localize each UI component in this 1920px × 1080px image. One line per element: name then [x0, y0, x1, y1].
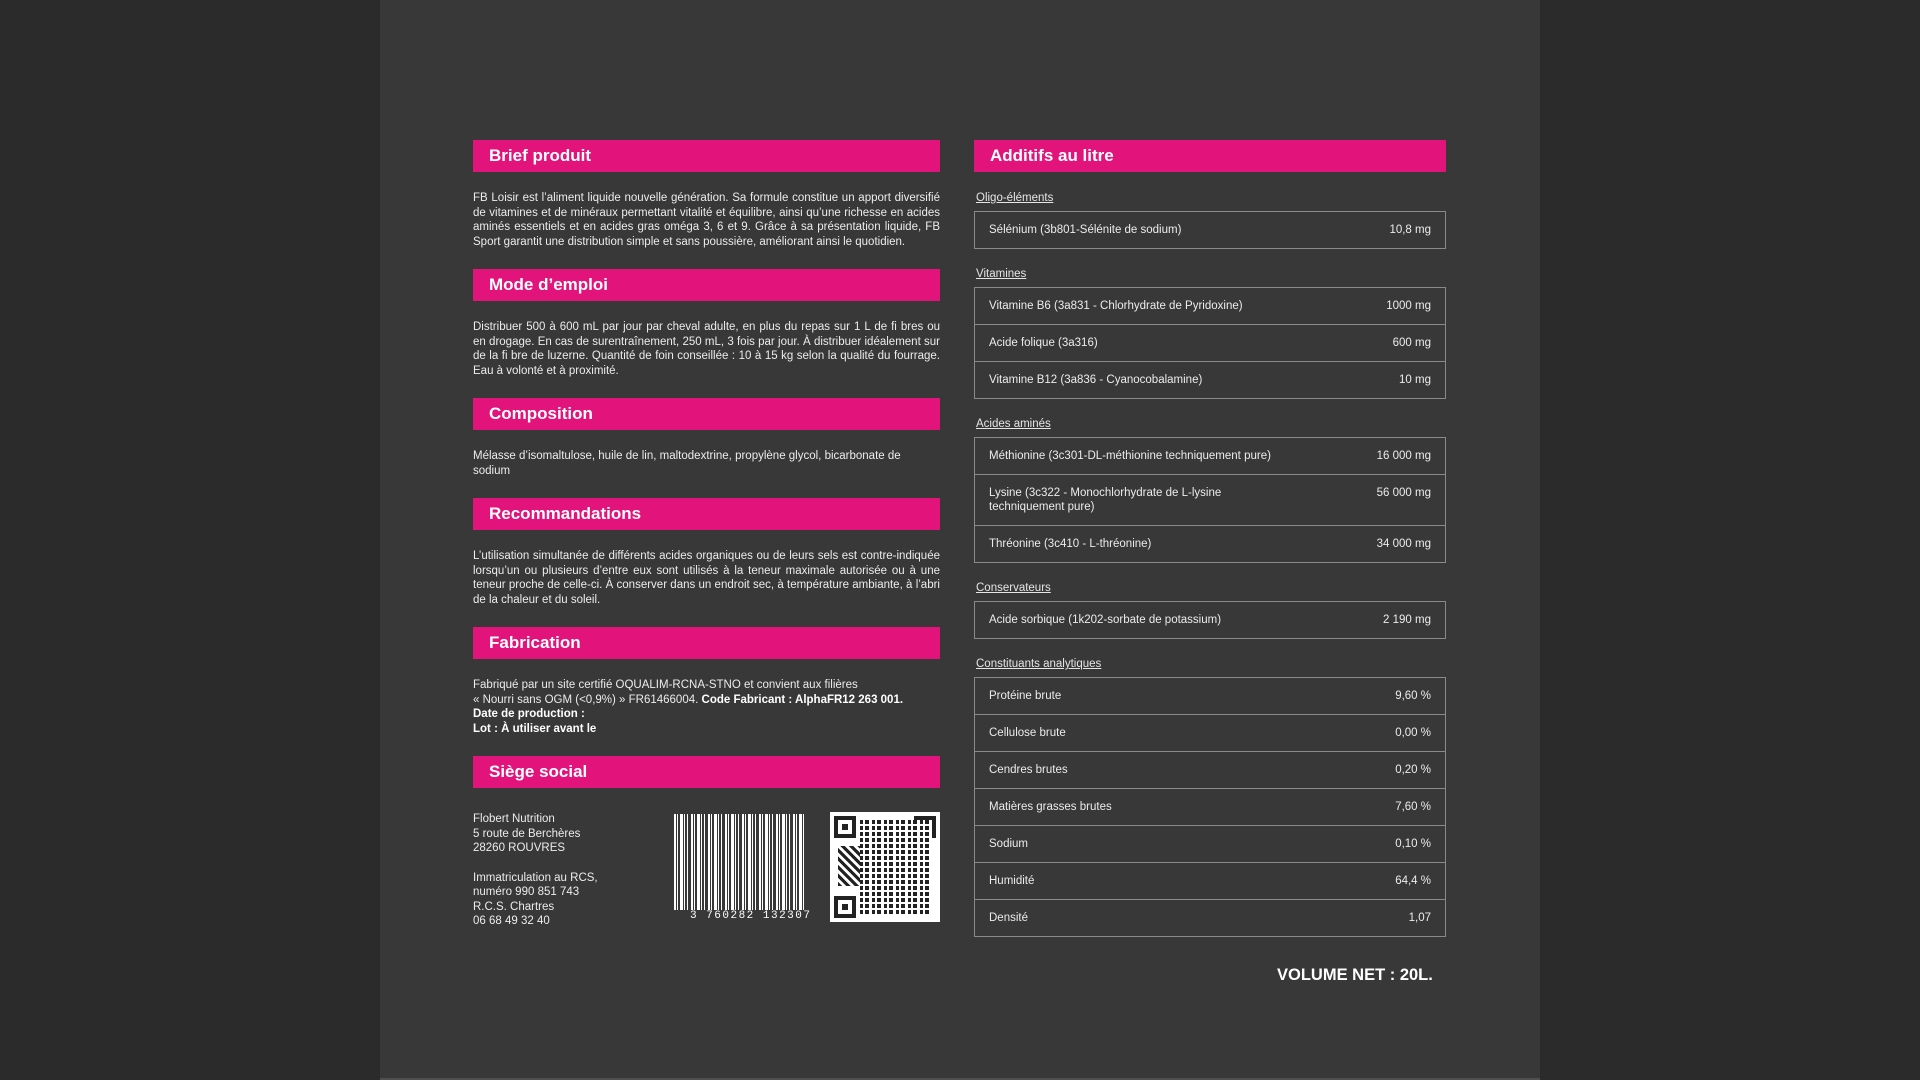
- additive-name: Sélénium (3b801-Sélénite de sodium): [989, 224, 1182, 236]
- additive-value: 16 000 mg: [1376, 450, 1431, 462]
- fabrication-date: Date de production :: [473, 708, 585, 720]
- siege-section: [473, 756, 940, 929]
- table-row: [975, 678, 1445, 714]
- additive-category: Vitamines: [976, 268, 1027, 280]
- recommandations-header: Recommandations: [473, 498, 940, 530]
- volume-net: VOLUME NET : 20L.: [1277, 966, 1433, 984]
- right-column: [974, 140, 1446, 956]
- composition-text: Mélasse d’isomaltulose, huile de lin, maltodextrine, propylène glycol, bicarbonate de sodium: [473, 450, 901, 477]
- table-row: [975, 899, 1445, 936]
- additive-table: [974, 437, 1446, 563]
- qr-code: [830, 812, 940, 922]
- siege-content: [473, 812, 940, 929]
- siege-header: Siège social: [473, 756, 940, 788]
- additive-value: 1,07: [1408, 912, 1431, 924]
- recommandations-section: [473, 498, 940, 607]
- additive-category: Conservateurs: [976, 582, 1051, 594]
- additive-value: 7,60 %: [1395, 801, 1431, 813]
- additive-value: 0,20 %: [1395, 764, 1431, 776]
- company-name: Flobert Nutrition: [473, 813, 555, 825]
- additive-value: 64,4 %: [1395, 875, 1431, 887]
- additive-value: 2 190 mg: [1383, 614, 1431, 626]
- siege-address: [473, 812, 643, 929]
- rcs-line1: Immatriculation au RCS,: [473, 871, 598, 884]
- brief-header: Brief produit: [473, 140, 940, 172]
- additive-value: 0,00 %: [1395, 727, 1431, 739]
- additive-category: Acides aminés: [976, 418, 1051, 430]
- additive-table: [974, 211, 1446, 249]
- additive-name: Lysine (3c322 - Monochlorhydrate de L-lysine techniquement pure): [989, 487, 1222, 513]
- additive-table: [974, 287, 1446, 399]
- table-row: [975, 324, 1445, 361]
- left-column: [473, 140, 940, 949]
- fabrication-section: [473, 627, 940, 736]
- table-row: [975, 288, 1445, 324]
- table-row: [975, 474, 1445, 525]
- additive-name: Acide sorbique (1k202-sorbate de potassium): [989, 614, 1222, 626]
- phone: 06 68 49 32 40: [473, 915, 550, 927]
- rcs-line3: R.C.S. Chartres: [473, 900, 555, 913]
- recommandations-text: L’utilisation simultanée de différents acides organiques ou de leurs sels est contre-indiquée lorsqu’un ou plusieurs d’entre eux sont utilisés à la teneur maximale autorisée ou à une teneur proche de celle-ci. À conserver dans un endroit sec, à température ambiante, à l’abri de la chaleur et du soleil.: [473, 550, 940, 606]
- rcs-line2: numéro 990 851 743: [473, 886, 580, 898]
- street: 5 route de Berchères: [473, 827, 581, 840]
- composition-section: [473, 398, 940, 478]
- additive-name: Thréonine (3c410 - L-thréonine): [989, 538, 1152, 550]
- table-row: [975, 714, 1445, 751]
- barcode-bars: [674, 814, 805, 910]
- additive-value: 1000 mg: [1386, 300, 1431, 312]
- composition-header: Composition: [473, 398, 940, 430]
- additive-value: 56 000 mg: [1376, 487, 1431, 499]
- mode-section: [473, 269, 940, 378]
- additive-name: Cendres brutes: [989, 764, 1068, 776]
- barcode-number: 3 760282 132307: [689, 910, 812, 922]
- additifs-header: Additifs au litre: [974, 140, 1446, 172]
- additive-table: [974, 677, 1446, 937]
- additive-value: 34 000 mg: [1376, 538, 1431, 550]
- additive-value: 9,60 %: [1395, 690, 1431, 702]
- table-row: [975, 602, 1445, 638]
- fabrication-line2: « Nourri sans OGM (<0,9%) » FR61466004.: [473, 693, 699, 706]
- table-row: [975, 788, 1445, 825]
- brief-section: [473, 140, 940, 249]
- additive-value: 600 mg: [1392, 337, 1431, 349]
- additive-name: Protéine brute: [989, 690, 1062, 702]
- additive-category: Constituants analytiques: [976, 658, 1102, 670]
- additive-name: Vitamine B6 (3a831 - Chlorhydrate de Pyridoxine): [989, 300, 1243, 312]
- additive-table: [974, 601, 1446, 639]
- mode-header: Mode d’emploi: [473, 269, 940, 301]
- additive-value: 10,8 mg: [1389, 224, 1431, 236]
- table-row: [975, 212, 1445, 248]
- mode-text: Distribuer 500 à 600 mL par jour par cheval adulte, en plus du repas sur 1 L de fi bres ou en drogage. En cas de surentraînement, 250 mL, 3 fois par jour. À distribuer idéalement sur de la fi bre de luzerne. Quantité de foin conseillée : 10 à 15 kg selon la qualité du fourrage. Eau à volonté et à proximité.: [473, 321, 940, 377]
- additive-value: 0,10 %: [1395, 838, 1431, 850]
- fabrication-code: Code Fabricant : AlphaFR12 263 001.: [701, 693, 904, 706]
- additive-name: Cellulose brute: [989, 727, 1066, 739]
- table-row: [975, 438, 1445, 474]
- brief-text: FB Loisir est l’aliment liquide nouvelle génération. Sa formule constitue un apport diversifié de vitamines et de minéraux permettant vitalité et équilibre, ainsi qu’une richesse en acides aminés essentiels et en acides gras oméga 3, 6 et 9. Grâce à sa présentation liquide, FB Sport garantit une distribution simple et sans poussière, améliorant ainsi le quotidien.: [473, 192, 940, 248]
- city: 28260 ROUVRES: [473, 842, 566, 854]
- fabrication-text: [473, 678, 940, 736]
- additive-name: Sodium: [989, 838, 1028, 850]
- table-row: [975, 862, 1445, 899]
- fabrication-lot: Lot : À utiliser avant le: [473, 722, 597, 735]
- barcode: [662, 812, 812, 924]
- additive-category: Oligo-éléments: [976, 192, 1054, 204]
- fabrication-header: Fabrication: [473, 627, 940, 659]
- additive-name: Acide folique (3a316): [989, 337, 1098, 349]
- additive-value: 10 mg: [1399, 374, 1431, 386]
- additive-name: Vitamine B12 (3a836 - Cyanocobalamine): [989, 374, 1203, 386]
- additive-name: Méthionine (3c301-DL-méthionine techniquement pure): [989, 450, 1271, 462]
- fabrication-line1: Fabriqué par un site certifié OQUALIM-RCNA-STNO et convient aux filières: [473, 679, 858, 691]
- table-row: [975, 825, 1445, 862]
- additive-name: Matières grasses brutes: [989, 801, 1112, 813]
- table-row: [975, 525, 1445, 562]
- table-row: [975, 361, 1445, 398]
- additive-name: Densité: [989, 912, 1028, 924]
- additive-name: Humidité: [989, 875, 1035, 887]
- table-row: [975, 751, 1445, 788]
- additives-groups: [974, 192, 1446, 937]
